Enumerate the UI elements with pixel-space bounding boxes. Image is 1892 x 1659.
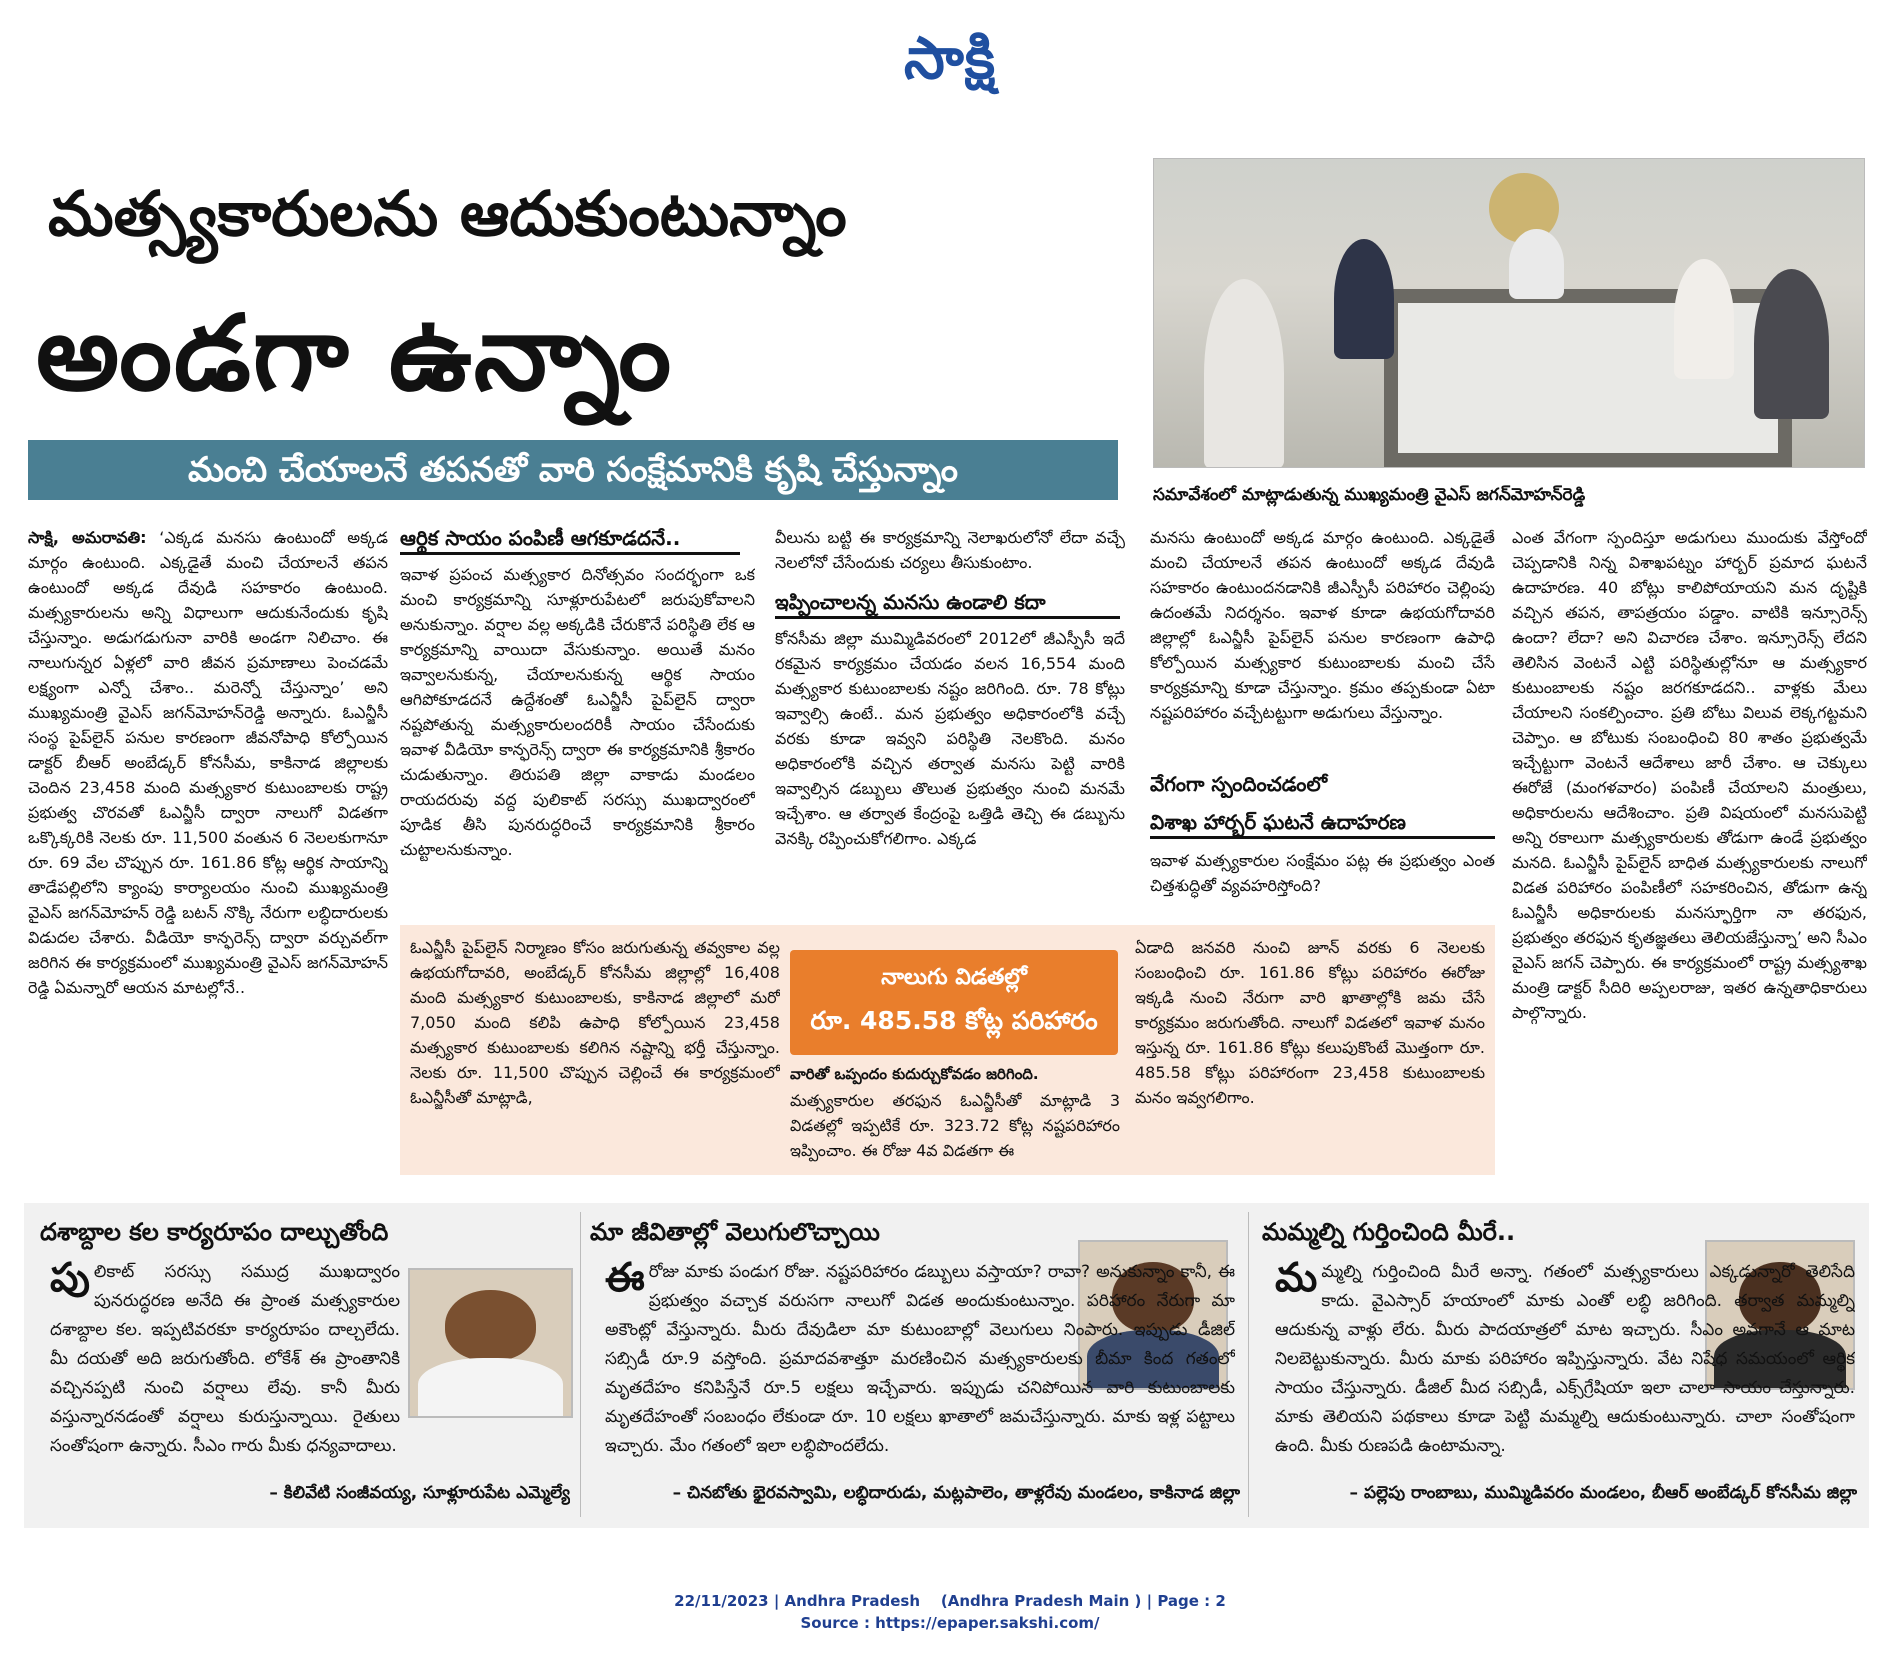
testimonial-1-heading: దశాబ్దాల కల కార్యరూపం దాల్చుతోంది <box>40 1218 389 1246</box>
column-4-text: మనసు ఉంటుందో అక్కడ మార్గం ఉంటుంది. ఎక్కడైతే మంచి చేయాలనే తపన ఉంటుందో అక్కడ దేవుడి సహకారం ఉంటుందనడానికి జీఎస్పీసీ పరిహారం చెల్లింపు ఉదంతమే నిదర్శనం. ఇవాళ కూడా ఉభయగోదావరి జిల్లాల్లో ఓఎన్జీసీ పైప్‌లైన్ పనుల కారణంగా ఉపాధి కోల్పోయిన మత్స్యకార కుటుంబాలకు మంచి చేసే కార్యక్రమాన్ని కూడా చేస్తున్నాం. క్రమం తప్పకుండా ఏటా నష్టపరిహారం వచ్చేటట్టుగా అడుగులు వేస్తున్నాం. <box>1150 528 1495 722</box>
testimonial-1-body <box>50 1258 400 1473</box>
testimonial-2-signature: – చినబోతు భైరవస్వామి, లబ్ధిదారుడు, మట్లపాలెం, తాళ్లరేవు మండలం, కాకినాడ జిల్లా <box>672 1483 1240 1503</box>
callout-line-1: నాలుగు విడతల్లో <box>881 965 1027 990</box>
column-2-heading: ఆర్థిక సాయం పంపిణీ ఆగకూడదనే.. <box>400 524 740 555</box>
testimonial-3-signature: – పల్లెపు రాంబాబు, ముమ్మిడివరం మండలం, బీఆర్ అంబేడ్కర్ కోనసీమ జిల్లా <box>1349 1483 1857 1503</box>
testimonial-1-portrait <box>408 1268 573 1418</box>
column-divider <box>580 1212 581 1517</box>
column-3-intro: వీలును బట్టి ఈ కార్యక్రమాన్ని నెలాఖరులోనో లేదా వచ్చే నెలలోనో చేసేందుకు చర్యలు తీసుకుంటాం. <box>775 528 1125 572</box>
testimonial-1-dropcap: పు <box>50 1258 90 1301</box>
testimonial-3-dropcap: మ <box>1275 1258 1318 1301</box>
portrait-face <box>445 1290 535 1360</box>
callout-line-2: రూ. 485.58 కోట్ల పరిహారం <box>810 1006 1098 1035</box>
testimonial-3-heading: మమ్మల్ని గుర్తించింది మీరే.. <box>1262 1218 1516 1246</box>
shaded-right-text: ఏడాది జనవరి నుంచి జూన్ వరకు 6 నెలలకు సంబంధించి రూ. 161.86 కోట్లు పరిహారం ఈరోజు ఇక్కడి నుంచి నేరుగా వారి ఖాతాల్లోకి జమ చేసే కార్యక్రమం జరుగుతోంది. నాలుగో విడతలో ఇవాళ మనం ఇస్తున్న రూ. 161.86 కోట్లు కలుపుకొంటే మొత్తంగా రూ. 485.58 కోట్లు పరిహారంగా 23,458 కుటుంబాలకు మనం ఇవ్వగలిగాం. <box>1135 938 1485 1107</box>
column-5-text: ఎంత వేగంగా స్పందిస్తూ అడుగులు ముందుకు వేస్తోందో చెప్పడానికి నిన్న విశాఖపట్నం హార్బర్ ప్రమాద ఘటనే ఉదాహరణ. 40 బోట్లు కాలిపోయాయని మన దృష్టికి వచ్చిన తపన, తాపత్రయం పడ్డాం. వాటికి ఇన్సూరెన్స్ ఉందా? లేదా? అని విచారణ చేశాం. ఇన్సూరెన్స్ లేదని తెలిసిన వెంటనే ఎట్టి పరిస్థితుల్లోనూ ఆ మత్స్యకార కుటుంబాలకు నష్టం జరగకూడదని.. వాళ్లకు మేలు చేయాలని సంకల్పించాం. ప్రతి బోటు విలువ లెక్కగట్టమని చెప్పాం. ఆ బోటుకు సంబంధించి 80 శాతం ప్రభుత్వమే ఇచ్చేట్టుగా వెంటనే ఆదేశాలు జారీ చేశాం. ఆ చెక్కులు ఈరోజే (మంగళవారం) పంపిణీ చేయాలని మంత్రులు, అధికారులను ఆదేశించాం. ప్రతి విషయంలో మనసుపెట్టి అన్ని రకాలుగా మత్స్యకారులకు తోడుగా ఉండే ప్రభుత్వం మనది. ఓఎన్జీసీ పైప్‌లైన్ బాధిత మత్స్యకారులకు నాలుగో విడత పరిహారం పంపిణీలో సహకరించిన, తోడుగా ఉన్న ఓఎన్జీసీ అధికారులకు మనస్ఫూర్తిగా నా తరఫున, ప్రభుత్వం తరఫున కృతజ్ఞతలు తెలియజేస్తున్నా’ అని సీఎం వైఎస్ జగన్ చెప్పారు. ఈ కార్యక్రమంలో రాష్ట్ర మత్స్యశాఖ మంత్రి డాక్టర్ సీదిరి అప్పలరాజు, ఇతర ఉన్నతాధికారులు పాల్గొన్నారు. <box>1512 528 1867 1022</box>
callout-caption: వారితో ఒప్పందం కుదుర్చుకోవడం జరిగింది. <box>790 1065 1039 1083</box>
testimonial-1-text: లికాట్ సరస్సు సముద్ర ముఖద్వారం పునరుద్ధరణ అనేది ఈ ప్రాంత మత్స్యకారుల దశాబ్దాల కల. ఇప్పటివరకూ కార్యరూపం దాల్చలేదు. మీ దయతో అది జరుగుతోంది. లోకేశ్ ఈ ప్రాంతానికి వచ్చినప్పటి నుంచి వర్షాలు లేవు. కానీ మీరు వస్తున్నారనడంతో వర్షాలు కురుస్తున్నాయి. రైతులు సంతోషంగా ఉన్నారు. సీఎం గారు మీకు ధన్యవాదాలు. <box>50 1262 400 1456</box>
column-4-heading-2: విశాఖ హార్బర్ ఘటనే ఉదాహరణ <box>1150 808 1495 839</box>
testimonial-2-body <box>605 1258 1235 1473</box>
testimonial-2-heading: మా జీవితాల్లో వెలుగులొచ్చాయి <box>590 1218 880 1246</box>
page-footer <box>600 1590 1300 1634</box>
column-3-heading: ఇప్పించాలన్న మనసు ఉండాలి కదా <box>775 588 1120 619</box>
person-figure <box>1509 229 1564 299</box>
person-figure <box>1204 279 1284 468</box>
testimonial-3-body <box>1275 1258 1855 1473</box>
person-figure <box>1334 239 1394 359</box>
person-figure <box>1754 269 1829 419</box>
testimonial-3-text: మ్మల్ని గుర్తించింది మీరే అన్నా. గతంలో మత్స్యకారులు ఎక్కడున్నారో తెలిసేది కాదు. వైఎస్సార్ హయాంలో మాకు ఎంతో లబ్ధి జరిగింది. తర్వాత మమ్మల్ని ఆదుకున్న వాళ్లు లేరు. మీరు పాదయాత్రలో మాట ఇచ్చారు. సీఎం అవగానే ఆ మాట నిలబెట్టుకున్నారు. మీరు మాకు పరిహారం ఇప్పిస్తున్నారు. వేట నిషేధ సమయంలో ఆర్థిక సాయం చేస్తున్నారు. డీజిల్ మీద సబ్సిడీ, ఎక్స్‌గ్రేషియా ఇలా చాలా సాయం చేస్తున్నారు. మాకు తెలియని పథకాలు కూడా పెట్టి మమ్మల్ని ఆదుకుంటున్నారు. చాలా సంతోషంగా ఉంది. మీకు రుణపడి ఉంటామన్నా. <box>1275 1262 1855 1456</box>
meeting-photo <box>1153 158 1865 468</box>
highlight-callout <box>790 950 1118 1055</box>
footer-source-link[interactable]: Source : https://epaper.sakshi.com/ <box>800 1614 1100 1632</box>
masthead-logo: సాక్షి <box>903 24 997 92</box>
photo-caption: సమావేశంలో మాట్లాడుతున్న ముఖ్యమంత్రి వైఎస్ జగన్‌మోహన్‌రెడ్డి <box>1153 485 1586 505</box>
footer-date-edition: 22/11/2023 | Andhra Pradesh (Andhra Pradesh Main ) | Page : 2 <box>674 1592 1226 1610</box>
column-1-text: ‘ఎక్కడ మనసు ఉంటుందో అక్కడ మార్గం ఉంటుంది. ఎక్కడైతే మంచి చేయాలనే తపన ఉంటుందో అక్కడ దేవుడి సహకారం ఉంటుంది. మత్స్యకారులను అన్ని విధాలుగా ఆదుకునేందుకు కృషి చేస్తున్నాం. అడుగడుగునా వారికి అండగా నిలిచాం. ఈ నాలుగున్నర ఏళ్లలో వారి జీవన ప్రమాణాలు పెంచడమే లక్ష్యంగా ఎన్నో చేశాం.. మరెన్నో చేస్తున్నాం’ అని ముఖ్యమంత్రి వైఎస్ జగన్‌మోహన్‌రెడ్డి అన్నారు. ఓఎన్జీసీ సంస్థ పైప్‌లైన్ పనుల కారణంగా జీవనోపాధి కోల్పోయిన డాక్టర్ బీఆర్ అంబేడ్కర్ కోనసీమ, కాకినాడ జిల్లాలకు చెందిన 23,458 మంది మత్స్యకార కుటుంబాలకు రాష్ట్ర ప్రభుత్వ చొరవతో ఓఎన్జీసీ ద్వారా నాలుగో విడతగా ఒక్కొక్కరికి నెలకు రూ. 11,500 వంతున 6 నెలలకుగానూ రూ. 69 వేల చొప్పున రూ. 161.86 కోట్ల ఆర్థిక సాయాన్ని తాడేపల్లిలోని క్యాంపు కార్యాలయం నుంచి ముఖ్యమంత్రి వైఎస్ జగన్‌మోహన్ రెడ్డి బటన్ నొక్కి నేరుగా లబ్ధిదారులకు విడుదల చేశారు. వీడియో కాన్ఫరెన్స్ ద్వారా వర్చువల్‌గా జరిగిన ఈ కార్యక్రమంలో ముఖ్యమంత్రి వైఎస్ జగన్‌మోహన్ రెడ్డి ఏమన్నారో ఆయన మాటల్లోనే.. <box>28 528 388 997</box>
testimonial-2-dropcap: ఈ <box>605 1258 645 1301</box>
person-figure <box>1674 259 1734 379</box>
testimonial-1-signature: – కిలివేటి సంజీవయ్య, సూళ్లూరుపేట ఎమ్మెల్యే <box>269 1483 570 1503</box>
article-column-1 <box>28 525 388 1180</box>
column-2-text: ఇవాళ ప్రపంచ మత్స్యకార దినోత్సవం సందర్భంగా ఒక మంచి కార్యక్రమాన్ని సూళ్లూరుపేటలో జరుపుకోవాలని అనుకున్నాం. వర్షాల వల్ల అక్కడికి చేరుకొనే పరిస్థితి లేక ఆ కార్యక్రమాన్ని వాయిదా వేసుకున్నాం. అయితే మనం ఇవ్వాలనుకున్న, చేయాలనుకున్న ఆర్థిక సాయం ఆగిపోకూడదనే ఉద్దేశంతో ఓఎన్జీసీ పైప్‌లైన్ ద్వారా నష్టపోతున్న మత్స్యకారులందరికీ సాయం చేసేందుకు ఇవాళ వీడియో కాన్ఫరెన్స్ ద్వారా ఈ కార్యక్రమానికి శ్రీకారం చుడుతున్నాం. తిరుపతి జిల్లా వాకాడు మండలం రాయదరువు వద్ద పులికాట్ సరస్సు ముఖద్వారంలో పూడిక తీసి పునరుద్ధరించే కార్యక్రమానికి శ్రీకారం చుట్టాలనుకున్నాం. <box>400 565 755 859</box>
column-4-text-2: ఇవాళ మత్స్యకారుల సంక్షేమం పట్ల ఈ ప్రభుత్వం ఎంత చిత్తశుద్ధితో వ్యవహరిస్తోంది? <box>1150 851 1495 895</box>
portrait-shirt <box>418 1358 563 1416</box>
shaded-middle-text: మత్స్యకారుల తరఫున ఓఎన్జీసీతో మాట్లాడి 3 విడతల్లో ఇప్పటికే రూ. 323.72 కోట్ల నష్టపరిహారం ఇప్పించాం. ఈ రోజు 4వ విడతగా ఈ <box>790 1091 1120 1160</box>
column-3-text: కోనసీమ జిల్లా ముమ్మిడివరంలో 2012లో జీఎస్పీసీ ఇదే రకమైన కార్యక్రమం చేయడం వలన 16,554 మంది మత్స్యకార కుటుంబాలకు నష్టం జరిగింది. రూ. 78 కోట్లు ఇవ్వాల్సి ఉంటే.. మన ప్రభుత్వం అధికారంలోకి వచ్చే వరకు కూడా ఇవ్వని పరిస్థితి నెలకొంది. మనం అధికారంలోకి వచ్చిన తర్వాత మనసు పెట్టి వారికి ఇవ్వాల్సిన డబ్బులు తొలుత ప్రభుత్వం నుంచి మనమే ఇచ్చేశాం. ఆ తర్వాత కేంద్రంపై ఒత్తిడి తెచ్చి ఈ డబ్బును వెనక్కి రప్పించుకోగలిగాం. ఎక్కడ <box>775 629 1125 848</box>
column-divider <box>1248 1212 1249 1517</box>
shaded-left-text: ఓఎన్జీసీ పైప్‌లైన్ నిర్మాణం కోసం జరుగుతున్న తవ్వకాల వల్ల ఉభయగోదావరి, అంబేడ్కర్ కోనసీమ జిల్లాల్లో 16,408 మంది మత్స్యకార కుటుంబాలకు, కాకినాడ జిల్లాలో మరో 7,050 మంది కలిపి ఉపాధి కోల్పోయిన 23,458 మత్స్యకార కుటుంబాలకు కలిగిన నష్టాన్ని భర్తీ చేస్తున్నాం. నెలకు రూ. 11,500 చొప్పున చెల్లించే ఈ కార్యక్రమంలో ఓఎన్జీసీతో మాట్లాడి, <box>410 938 780 1107</box>
testimonial-2-text: రోజు మాకు పండుగ రోజు. నష్టపరిహారం డబ్బులు వస్తాయా? రావా? అనుకున్నాం కానీ, ఈ ప్రభుత్వం వచ్చాక వరుసగా నాలుగో విడత అందుకుంటున్నాం. పరిహారం నేరుగా మా అకౌంట్లో వేస్తున్నారు. మీరు దేవుడిలా మా కుటుంబాల్లో వెలుగులు నింపారు. ఇప్పుడు డీజిల్ సబ్సిడీ రూ.9 వస్తోంది. ప్రమాదవశాత్తూ మరణించిన మత్స్యకారులకు బీమా కింద గతంలో మృతదేహం కనిపిస్తేనే రూ.5 లక్షలు ఇచ్చేవారు. ఇప్పుడు చనిపోయిన వారి కుటుంబాలకు మృతదేహంతో సంబంధం లేకుండా రూ. 10 లక్షలు ఖాతాలో జమచేస్తున్నారు. మాకు ఇళ్ల పట్టాలు ఇచ్చారు. మేం గతంలో ఇలా లబ్ధిపొందలేదు. <box>605 1262 1235 1456</box>
headline-line2: అండగా ఉన్నాం <box>36 292 674 414</box>
dateline: సాక్షి, అమరావతి: <box>28 528 147 547</box>
headline-line1: మత్స్యకారులను ఆదుకుంటున్నాం <box>48 177 847 250</box>
headline-banner: మంచి చేయాలనే తపనతో వారి సంక్షేమానికి కృషి చేస్తున్నాం <box>28 440 1118 500</box>
column-4-heading-1: వేగంగా స్పందించడంలో <box>1150 772 1328 796</box>
